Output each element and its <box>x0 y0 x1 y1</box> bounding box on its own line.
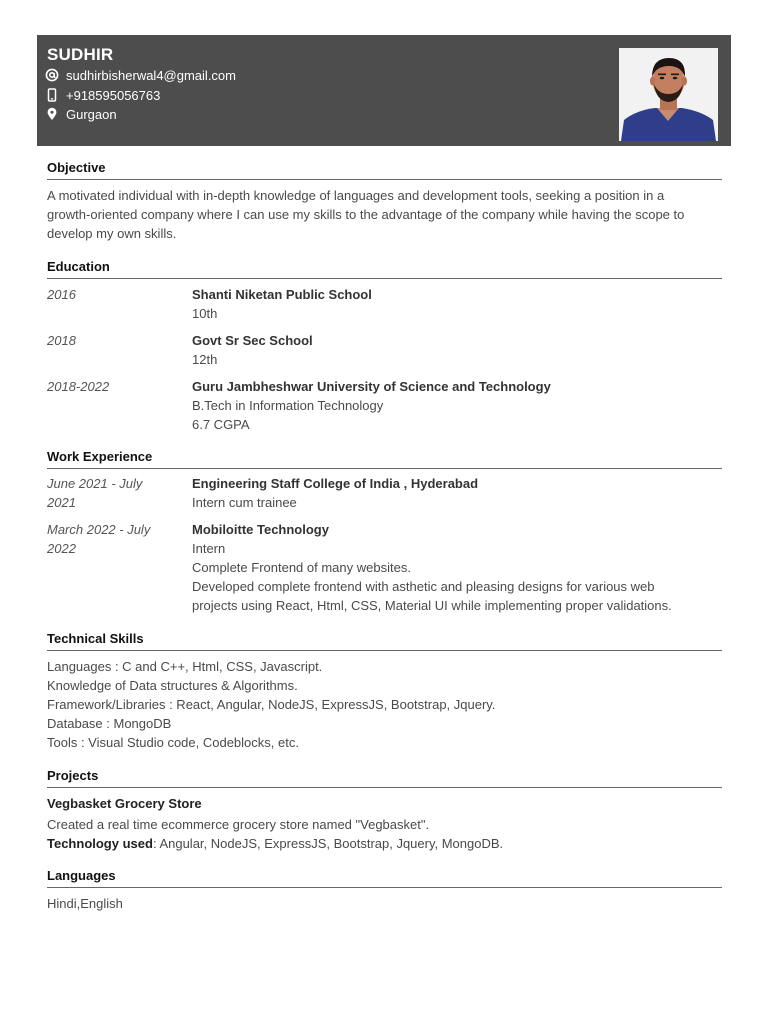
mobile-phone-icon <box>45 88 59 102</box>
school-name: Govt Sr Sec School <box>192 333 313 348</box>
profile-photo <box>619 48 718 141</box>
skill-line: Languages : C and C++, Html, CSS, Javascript. <box>47 659 323 674</box>
skill-line: Database : MongoDB <box>47 716 172 731</box>
entry-date: 2018-2022 <box>47 379 110 394</box>
at-sign-icon <box>45 68 59 82</box>
entry-body <box>192 285 727 323</box>
project-entry <box>47 794 722 853</box>
location-row <box>45 105 117 123</box>
section-divider <box>47 278 722 279</box>
skill-line: Tools : Visual Studio code, Codeblocks, etc. <box>47 735 299 750</box>
entry-body <box>192 331 727 369</box>
section-divider <box>47 179 722 180</box>
resume-header <box>37 35 731 146</box>
project-description: Created a real time ecommerce grocery store named "Vegbasket". <box>47 817 430 832</box>
entry-date: 2016 <box>47 287 76 302</box>
entry-detail: Complete Frontend of many websites. <box>192 560 411 575</box>
skill-line: Knowledge of Data structures & Algorithms. <box>47 678 298 693</box>
entry-body <box>192 474 727 512</box>
projects-section <box>47 768 722 853</box>
entry-detail: Intern <box>192 541 226 556</box>
company-name: Mobiloitte Technology <box>192 522 329 537</box>
company-name: Engineering Staff College of India , Hyderabad <box>192 476 479 491</box>
section-title: Languages <box>47 868 116 883</box>
entry-detail: 12th <box>192 352 218 367</box>
section-title: Projects <box>47 768 99 783</box>
entry-body <box>192 520 727 615</box>
objective-text: A motivated individual with in-depth knowledge of languages and development tools, seeking a position in a growth-oriented company where I can use my skills to the advantage of the company while having the scope to develop my own skills. <box>47 188 685 241</box>
technology-value: : Angular, NodeJS, ExpressJS, Bootstrap, Jquery, MongoDB. <box>152 836 504 851</box>
candidate-name: SUDHIR <box>47 45 114 64</box>
skills-list <box>47 657 722 752</box>
section-title: Objective <box>47 160 106 175</box>
education-section <box>47 259 722 432</box>
map-pin-icon <box>45 107 59 121</box>
entry-detail: 6.7 CGPA <box>192 417 250 432</box>
section-divider <box>47 887 722 888</box>
entry-detail: 10th <box>192 306 218 321</box>
phone-row <box>45 86 160 104</box>
section-title: Technical Skills <box>47 631 144 646</box>
project-name: Vegbasket Grocery Store <box>47 796 202 811</box>
objective-section <box>47 160 722 243</box>
section-title: Education <box>47 259 110 274</box>
section-divider <box>47 650 722 651</box>
school-name: Shanti Niketan Public School <box>192 287 372 302</box>
project-technology <box>47 834 722 853</box>
work-experience-section <box>47 449 722 613</box>
entry-detail: Developed complete frontend with asthetic and pleasing designs for various web <box>192 579 655 594</box>
email-row <box>45 66 236 84</box>
entry-detail: B.Tech in Information Technology <box>192 398 384 413</box>
section-divider <box>47 787 722 788</box>
email-text[interactable]: sudhirbisherwal4@gmail.com <box>66 67 236 83</box>
phone-text[interactable]: +918595056763 <box>66 87 161 103</box>
technical-skills-section <box>47 631 722 752</box>
section-divider <box>47 468 722 469</box>
location-text: Gurgaon <box>66 106 117 122</box>
entry-body <box>192 377 727 434</box>
skill-line: Framework/Libraries : React, Angular, NodeJS, ExpressJS, Bootstrap, Jquery. <box>47 697 496 712</box>
technology-label: Technology used <box>47 836 153 851</box>
languages-section <box>47 868 722 913</box>
entry-detail: Intern cum trainee <box>192 495 297 510</box>
entry-date: 2018 <box>47 333 76 348</box>
entry-detail: projects using React, Html, CSS, Material UI while implementing proper validations. <box>192 598 672 613</box>
entry-date: June 2021 - July 2021 <box>47 476 143 510</box>
school-name: Guru Jambheshwar University of Science and Technology <box>192 379 551 394</box>
languages-text: Hindi,English <box>47 896 123 911</box>
section-title: Work Experience <box>47 449 153 464</box>
entry-date: March 2022 - July 2022 <box>47 522 151 556</box>
